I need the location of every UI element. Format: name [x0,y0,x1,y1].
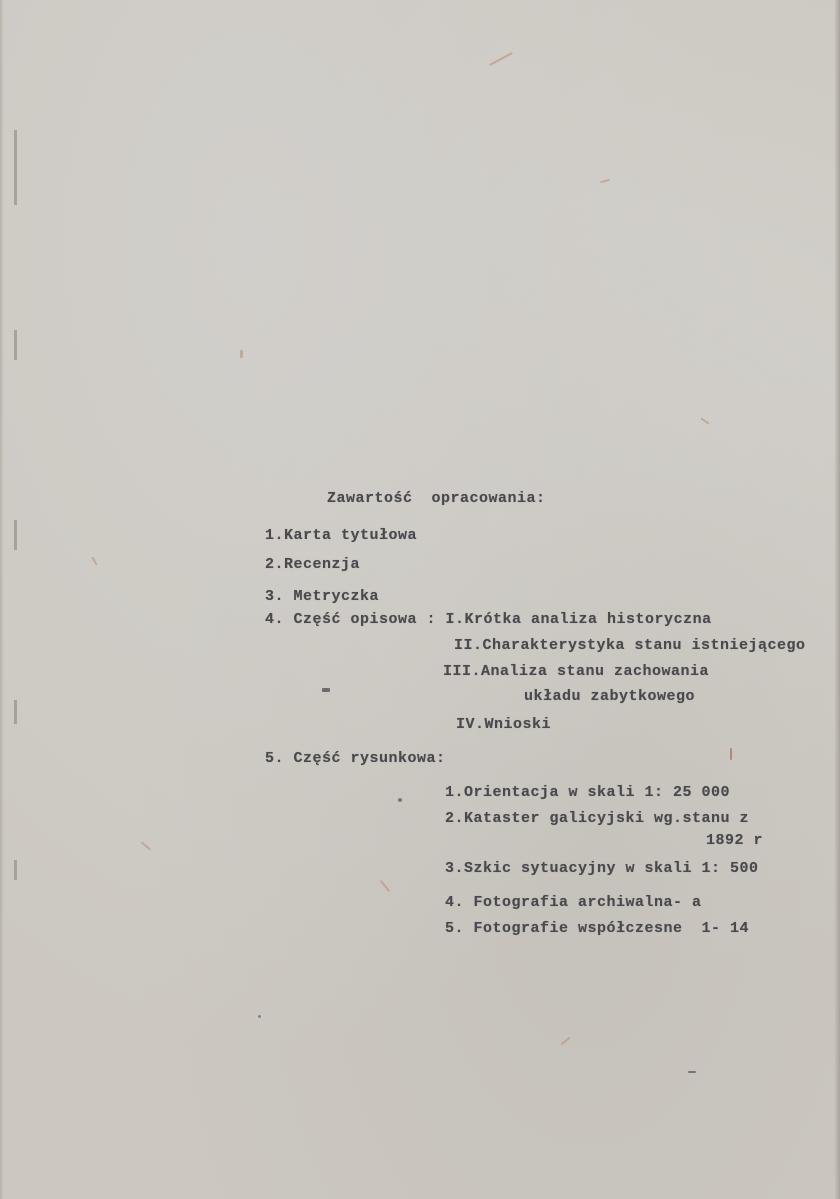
paper-fiber [380,880,391,892]
paper-fiber [700,417,709,424]
page-edge-left [0,0,4,1199]
binding-mark [14,700,17,724]
contents-subitem: II.Charakterystyka stanu istniejącego [454,637,806,654]
binding-mark [14,520,17,550]
binding-mark [14,130,17,205]
contents-subitem: układu zabytkowego [524,688,696,705]
paper-fiber [489,52,513,66]
paper-fiber [91,557,97,566]
paper-speck [398,798,402,802]
contents-item: 2.Recenzja [265,556,361,573]
paper-fiber [730,748,732,760]
contents-item: 1.Karta tytułowa [265,527,418,544]
contents-subitem: 4. Fotografia archiwalna- a [445,894,702,911]
contents-subitem: 2.Kataster galicyjski wg.stanu z [445,810,750,827]
contents-subitem: 3.Szkic sytuacyjny w skali 1: 500 [445,860,759,877]
contents-subitem: III.Analiza stanu zachowania [443,663,710,680]
contents-heading: Zawartość opracowania: [327,490,546,507]
contents-item: 5. Część rysunkowa: [265,750,446,767]
paper-speck [688,1071,696,1073]
paper-fiber [561,1037,571,1046]
contents-subitem: 1.Orientacja w skali 1: 25 000 [445,784,731,801]
paper-speck [322,688,330,692]
paper-speck [258,1015,261,1018]
page-edge-right [834,0,840,1199]
contents-item: 4. Część opisowa : I.Krótka analiza historyczna [265,611,712,628]
contents-subitem: IV.Wnioski [456,716,552,733]
paper-fiber [141,841,151,850]
contents-item: 3. Metryczka [265,588,380,605]
binding-mark [14,330,17,360]
paper-fiber [240,350,243,358]
paper-fiber [600,179,610,184]
contents-subitem: 5. Fotografie współczesne 1- 14 [445,920,750,937]
contents-subitem: 1892 r [706,832,764,849]
binding-mark [14,860,17,880]
